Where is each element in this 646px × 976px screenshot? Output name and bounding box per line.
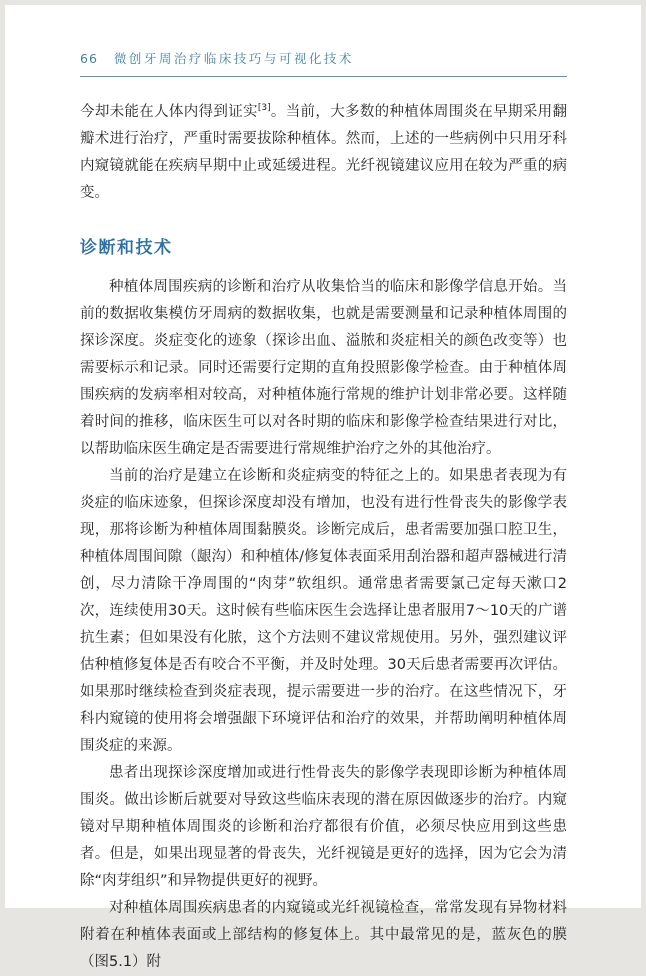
book-title: 微创牙周治疗临床技巧与可视化技术: [113, 51, 354, 66]
book-page: [5, 5, 641, 970]
intro-text-continued: 。当前，大多数的种植体周围炎在早期采用翻瓣术进行治疗，严重时需要拔除种植体。然而，上述的一些病例中只用牙科内窥镜就能在疾病早期中止或延缓进程。光纤视镜建议应用在较为严重的病变。: [80, 104, 567, 201]
section-paragraph-2: 当前的治疗是建立在诊断和炎症病变的特征之上的。如果患者表现为有炎症的临床迹象，但探诊深度却没有增加，也没有进行性骨丧失的影像学表现，那将诊断为种植体周围黏膜炎。诊断完成后，患者需要加强口腔卫生，种植体周围间隙（龈沟）和种植体/修复体表面采用刮治器和超声器械进行清创，尽力清除干净周围的“肉芽”软组织。通常患者需要氯己定每天漱口2次，连续使用30天。这时候有些临床医生会选择让患者服用7～10天的广谱抗生素；但如果没有化脓，这个方法则不建议常规使用。另外，强烈建议评估种植修复体是否有咬合不平衡，并及时处理。30天后患者需要再次评估。如果那时继续检查到炎症表现，提示需要进一步的治疗。在这些情况下，牙科内窥镜的使用将会增强龈下环境评估和治疗的效果，并帮助阐明种植体周围炎症的来源。: [80, 468, 567, 754]
section-paragraph-3: 患者出现探诊深度增加或进行性骨丧失的影像学表现即诊断为种植体周围炎。做出诊断后就要对导致这些临床表现的潜在原因做逐步的治疗。内窥镜对早期种植体周围炎的诊断和治疗都很有价值，必须尽快应用到这些患者。但是，如果出现显著的骨丧失，光纤视镜是更好的选择，因为它会为清除“肉芽组织”和异物提供更好的视野。: [80, 765, 567, 889]
citation-marker: [3]: [257, 103, 271, 114]
page-header: [80, 49, 567, 77]
intro-text: 今却未能在人体内得到证实: [80, 104, 258, 120]
page-number: 66: [80, 51, 98, 66]
section-paragraph-4: 对种植体周围疾病患者的内窥镜或光纤视镜检查，常常发现有异物材料附着在种植体表面或上部结构的修复体上。其中最常见的是，蓝灰色的膜（图5.1）附: [80, 900, 567, 970]
section-heading: 诊断和技术: [80, 238, 173, 258]
section-paragraph-1: 种植体周围疾病的诊断和治疗从收集恰当的临床和影像学信息开始。当前的数据收集模仿牙周病的数据收集，也就是需要测量和记录种植体周围的探诊深度。炎症变化的迹象（探诊出血、溢脓和炎症相关的颜色改变等）也需要标示和记录。同时还需要行定期的直角投照影像学检查。由于种植体周围疾病的发病率相对较高，对种植体施行常规的维护计划非常必要。这样随着时间的推移，临床医生可以对各时期的临床和影像学检查结果进行对比，以帮助临床医生确定是否需要进行常规维护治疗之外的其他治疗。: [80, 279, 567, 457]
intro-paragraph: [80, 99, 567, 207]
